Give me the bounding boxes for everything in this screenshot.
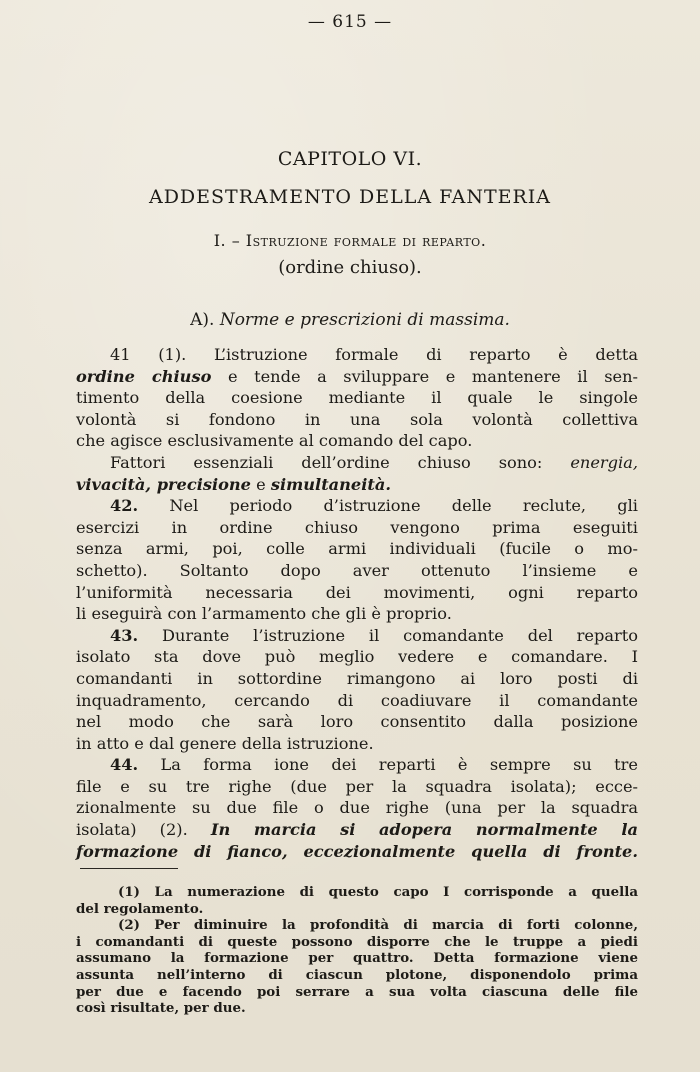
footnote-2-line: i comandanti di queste possono disporre che le truppe a piedi (76, 933, 638, 950)
footnote-1-line: del regolamento. (76, 900, 204, 917)
page-number: — 615 — (307, 12, 393, 32)
text-line (76, 366, 638, 388)
section-title: I. – Istruzione formale di reparto. (213, 231, 487, 250)
section-subtitle: (ordine chiuso). (278, 257, 422, 278)
subsection-label: A). (190, 310, 215, 330)
italic-segment: energia, (570, 452, 638, 472)
text-segment: La forma ione dei reparti è sempre su tre (160, 755, 638, 775)
footnotes (76, 884, 638, 1017)
footnote-1-line: (1) La numerazione di questo capo I corrisponde a quella (118, 884, 638, 900)
text-line: li eseguirà con l’armamento che gli è proprio. (76, 604, 452, 624)
text-line (76, 841, 638, 863)
footnote-2-line: così risultate, per due. (76, 1000, 246, 1017)
subsection-title: Norme e prescrizioni di massima. (219, 310, 510, 330)
text-line: senza armi, poi, colle armi individuali (fucile o mo- (76, 539, 638, 559)
emphasis-ordine-chiuso: ordine chiuso (76, 366, 212, 386)
text-line: comandanti in sottordine rimangono ai loro posti di (76, 668, 638, 688)
text-line (76, 344, 638, 366)
footnote-2-line: assumano la formazione per quattro. Detta formazione viene (76, 950, 638, 967)
subsection-heading (0, 310, 700, 330)
text-line: inquadramento, cercando di coadiuvare il comandante (76, 690, 638, 710)
text-line (76, 474, 638, 496)
text-line: nel modo che sarà loro consentito dalla posizione (76, 712, 638, 732)
text-segment: e (256, 474, 266, 494)
paragraph-number-41: 41 (1). (110, 345, 187, 364)
text-line: in atto e dal genere della istruzione. (76, 733, 374, 753)
text-line (76, 495, 638, 517)
text-segment: e tende a sviluppare e mantenere il sen- (227, 366, 638, 386)
text-line: volontà si fondono in una sola volontà collettiva (76, 409, 638, 429)
text-line (76, 754, 638, 776)
text-line: isolato sta dove può meglio vedere e comandare. I (76, 647, 638, 667)
italic-segment: vivacità, precisione (76, 474, 251, 494)
text-line: l’uniformità necessaria dei movimenti, ogni reparto (76, 582, 638, 602)
paragraph-number-42: 42. (110, 496, 139, 516)
body-text (76, 344, 638, 862)
text-segment: L’istruzione formale di reparto è detta (213, 345, 638, 364)
footnote-2-line: (2) Per diminuire la profondità di marcia di forti colonne, (118, 917, 638, 934)
text-line: esercizi in ordine chiuso vengono prima eseguiti (76, 517, 638, 537)
text-line: file e su tre righe (due per la squadra isolata); ecce- (76, 776, 638, 796)
text-line: che agisce esclusivamente al comando del capo. (76, 431, 473, 451)
paragraph-number-44: 44. (110, 755, 139, 775)
paragraph-number-43: 43. (110, 625, 139, 645)
text-line (76, 625, 638, 647)
text-segment: Durante l’istruzione il comandante del reparto (162, 625, 638, 645)
chapter-subtitle: ADDESTRAMENTO DELLA FANTERIA (148, 186, 552, 208)
text-segment: isolata) (2). (76, 820, 188, 840)
text-line (76, 452, 638, 474)
footnote-divider (80, 868, 178, 869)
text-line (76, 819, 638, 841)
italic-segment: simultaneità. (270, 474, 391, 494)
footnote-2-line: per due e facendo poi serrare a sua volta ciascuna delle file (76, 983, 638, 1000)
italic-segment: In marcia si adopera normalmente la (210, 820, 638, 840)
italic-segment: formazione di fianco, eccezionalmente quella di fronte. (76, 841, 638, 861)
text-line: schetto). Soltanto dopo aver ottenuto l’insieme e (76, 560, 638, 580)
text-line: zionalmente su due file o due righe (una per la squadra (76, 798, 638, 818)
chapter-title: CAPITOLO VI. (277, 148, 423, 170)
text-line: timento della coesione mediante il quale le singole (76, 388, 638, 408)
footnote-2-line: assunta nell’interno di ciascun plotone, disponendolo prima (76, 966, 638, 983)
text-segment: Fattori essenziali dell’ordine chiuso sono: (110, 452, 543, 472)
text-segment: Nel periodo d’istruzione delle reclute, gli (169, 496, 638, 516)
